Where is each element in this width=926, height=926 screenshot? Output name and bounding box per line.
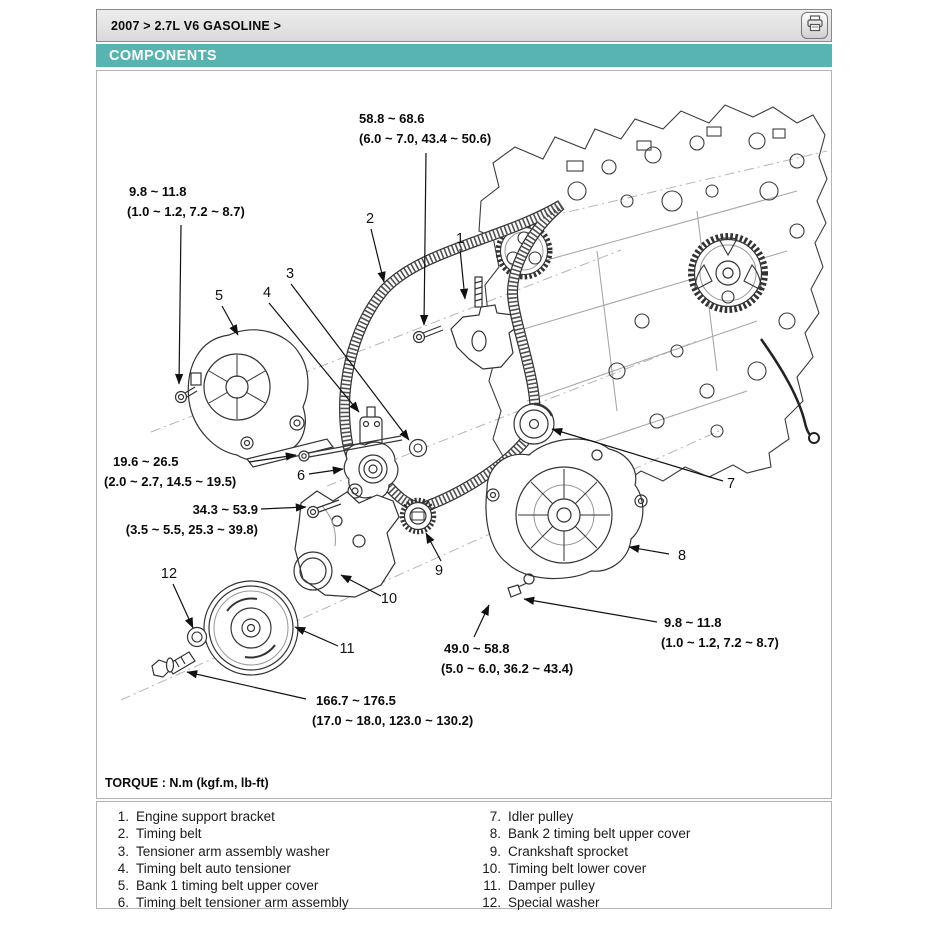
part-label-11: 11 bbox=[339, 641, 355, 657]
part-label-1: 1 bbox=[455, 231, 465, 247]
legend-item: 6. Timing belt tensioner arm assembly bbox=[117, 895, 349, 911]
torque-callout-idler: 49.0 ~ 58.8 (5.0 ~ 6.0, 36.2 ~ 43.4) bbox=[441, 641, 574, 676]
part-label-7: 7 bbox=[726, 476, 736, 492]
legend-item: 1. Engine support bracket bbox=[117, 809, 275, 824]
part-label-9: 9 bbox=[434, 563, 444, 579]
breadcrumb[interactable]: 2007 > 2.7L V6 GASOLINE > bbox=[111, 18, 282, 33]
part-label-8: 8 bbox=[677, 548, 687, 564]
legend-item: 9. Crankshaft sprocket bbox=[489, 843, 629, 859]
legend-item: 12. Special washer bbox=[482, 895, 600, 911]
part-label-2: 2 bbox=[365, 211, 375, 227]
legend-item: 7. Idler pulley bbox=[489, 809, 574, 824]
breadcrumb-bar bbox=[96, 9, 832, 42]
legend-item: 10. Timing belt lower cover bbox=[482, 860, 647, 876]
diagram-panel bbox=[96, 70, 832, 799]
torque-units-note: TORQUE : N.m (kgf.m, lb-ft) bbox=[105, 776, 269, 790]
torque-callout-lower-cover: 9.8 ~ 11.8 (1.0 ~ 1.2, 7.2 ~ 8.7) bbox=[661, 615, 779, 650]
legend-panel bbox=[96, 801, 832, 909]
printer-icon bbox=[806, 15, 824, 37]
torque-callout-tensioner-arm: 34.3 ~ 53.9 (3.5 ~ 5.5, 25.3 ~ 39.8) bbox=[125, 502, 258, 537]
legend-item: 2. Timing belt bbox=[117, 826, 202, 842]
legend-column-left bbox=[105, 808, 349, 912]
torque-callout-camshaft: 58.8 ~ 68.6 (6.0 ~ 7.0, 43.4 ~ 50.6) bbox=[359, 111, 492, 146]
part-label-3: 3 bbox=[285, 266, 295, 282]
legend-item: 4. Timing belt auto tensioner bbox=[117, 860, 291, 876]
torque-callout-tensioner: 19.6 ~ 26.5 (2.0 ~ 2.7, 14.5 ~ 19.5) bbox=[104, 454, 237, 489]
engine-exploded-diagram bbox=[97, 71, 831, 798]
part-label-10: 10 bbox=[380, 591, 398, 607]
torque-callout-upper-cover-left: 9.8 ~ 11.8 (1.0 ~ 1.2, 7.2 ~ 8.7) bbox=[127, 184, 245, 219]
section-title: COMPONENTS bbox=[109, 47, 217, 64]
print-button[interactable] bbox=[801, 12, 828, 39]
legend-item: 3. Tensioner arm assembly washer bbox=[117, 843, 330, 859]
torque-callout-crank-bolt: 166.7 ~ 176.5 (17.0 ~ 18.0, 123.0 ~ 130.2) bbox=[312, 693, 474, 728]
section-banner bbox=[96, 44, 832, 67]
part-label-4: 4 bbox=[262, 285, 272, 301]
legend-item: 8. Bank 2 timing belt upper cover bbox=[489, 826, 691, 842]
legend-item: 5. Bank 1 timing belt upper cover bbox=[117, 878, 319, 894]
part-label-6: 6 bbox=[296, 468, 306, 484]
part-label-12: 12 bbox=[160, 566, 178, 582]
part-label-5: 5 bbox=[214, 288, 224, 304]
legend-item: 11. Damper pulley bbox=[483, 878, 596, 894]
legend-column-right bbox=[475, 808, 690, 912]
